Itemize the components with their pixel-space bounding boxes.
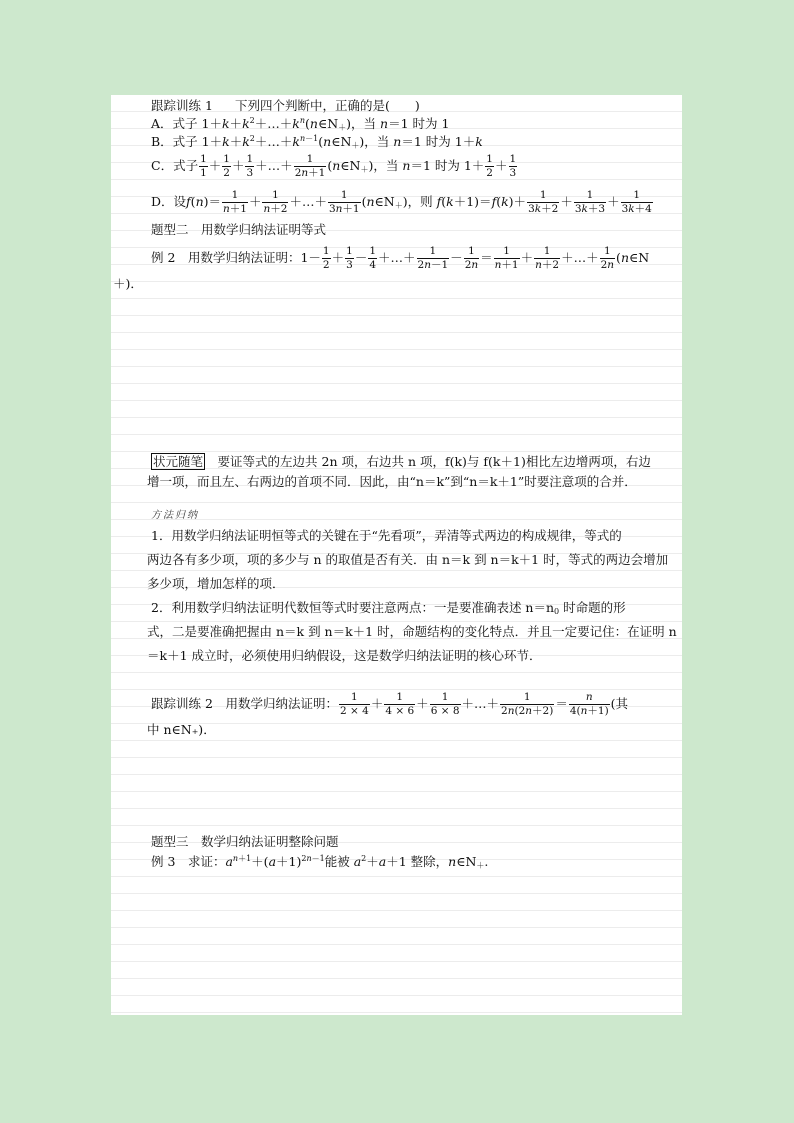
document-page xyxy=(111,95,682,1015)
method-2-line-1: 2．利用数学归纳法证明代数恒等式时要注意两点：一是要准确表述 $n=n_0$ 时命题的形 xyxy=(151,600,626,616)
option-d: D．设f(n)＝ $\frac{1}{n+1}$ ＋ $\frac{1}{n+2}$ ＋…＋ $\frac{1}{3n+1}$ $(n\in N_+)$，则 f(k＋1)＝f(k)＋ $\frac{1}{3k+2}$ ＋ $\frac{1}{3k+3}$ ＋ $\frac{1}{3k+4}$ xyxy=(151,189,652,215)
method-1-line-1: 1．用数学归纳法证明恒等式的关键在于“先看项”，弄清等式两边的构成规律，等式的 xyxy=(151,528,622,543)
note-line-2: 增一项，而且左、右两边的首项不同．因此，由“n＝k”到“n＝k＋1”时要注意项的合并． xyxy=(147,474,637,489)
note-label: 状元随笔 xyxy=(153,454,204,469)
section-type-3-title: 题型三 数学归纳法证明整除问题 xyxy=(151,834,339,849)
example-2: 例 2 用数学归纳法证明：1－ $\frac{1}{2}$ ＋ $\frac{1}{3}$ － $\frac{1}{4}$ ＋…＋ $\frac{1}{2n-1}$ － $\frac{1}{2n}$ ＝ $\frac{1}{n+1}$ ＋ $\frac{1}{n+2}$ ＋…＋ $\frac{1}{2n}$ (n∈N xyxy=(151,245,650,271)
exercise-1-heading: 跟踪训练 1 下列四个判断中，正确的是( ) xyxy=(151,98,420,113)
method-2-line-3: ＝k＋1 成立时，必须使用归纳假设，这是数学归纳法证明的核心环节． xyxy=(147,648,542,663)
exercise-2-cont: 中 n∈N₊)． xyxy=(147,722,216,737)
option-a: A．式子 $1+k+k^2+\dots+k^n(n\in N_+)$，当 n＝1 时为 1 xyxy=(151,116,450,132)
method-1-line-2: 两边各有多少项，项的多少与 n 的取值是否有关．由 n＝k 到 n＝k＋1 时，等式的两边会增加 xyxy=(147,552,669,567)
method-summary-label: 方法归纳 xyxy=(151,510,199,521)
method-1-line-3: 多少项，增加怎样的项． xyxy=(147,576,285,591)
example-2-cont: ＋)． xyxy=(113,276,143,291)
option-b: B．式子 $1+k+k^2+\dots+k^{n-1}(n\in N_+)$，当 n＝1 时为 1＋k xyxy=(151,134,483,150)
example-3: 例 3 求证：$a^{n+1}+(a+1)^{2n-1}$能被 $a^2+a+1$ 整除，$n\in N_+$. xyxy=(151,854,489,870)
note-line-1: 状元随笔 要证等式的左边共 2n 项，右边共 n 项，f(k)与 f(k＋1)相比左边增两项，右边 xyxy=(153,454,651,469)
method-2-line-2: 式，二是要准确把握由 n＝k 到 n＝k＋1 时，命题结构的变化特点．并且一定要记住：在证明 n xyxy=(147,624,677,639)
option-c: C．式子 $\frac{1}{1}$ ＋ $\frac{1}{2}$ ＋ $\frac{1}{3}$ ＋…＋ $\frac{1}{2n+1}$ $(n\in N_+)$，当 n＝1 时为 1＋ $\frac{1}{2}$ ＋ $\frac{1}{3}$ xyxy=(151,153,517,179)
section-type-2-title: 题型二 用数学归纳法证明等式 xyxy=(151,222,327,237)
exercise-2: 跟踪训练 2 用数学归纳法证明： $\frac{1}{2 \times 4}$ ＋ $\frac{1}{4 \times 6}$ ＋ $\frac{1}{6 \times 8}$ ＋…＋ $\frac{1}{2n(2n+2)}$ ＝ $\frac{n}{4(n+1)}$ (其 xyxy=(151,691,629,717)
